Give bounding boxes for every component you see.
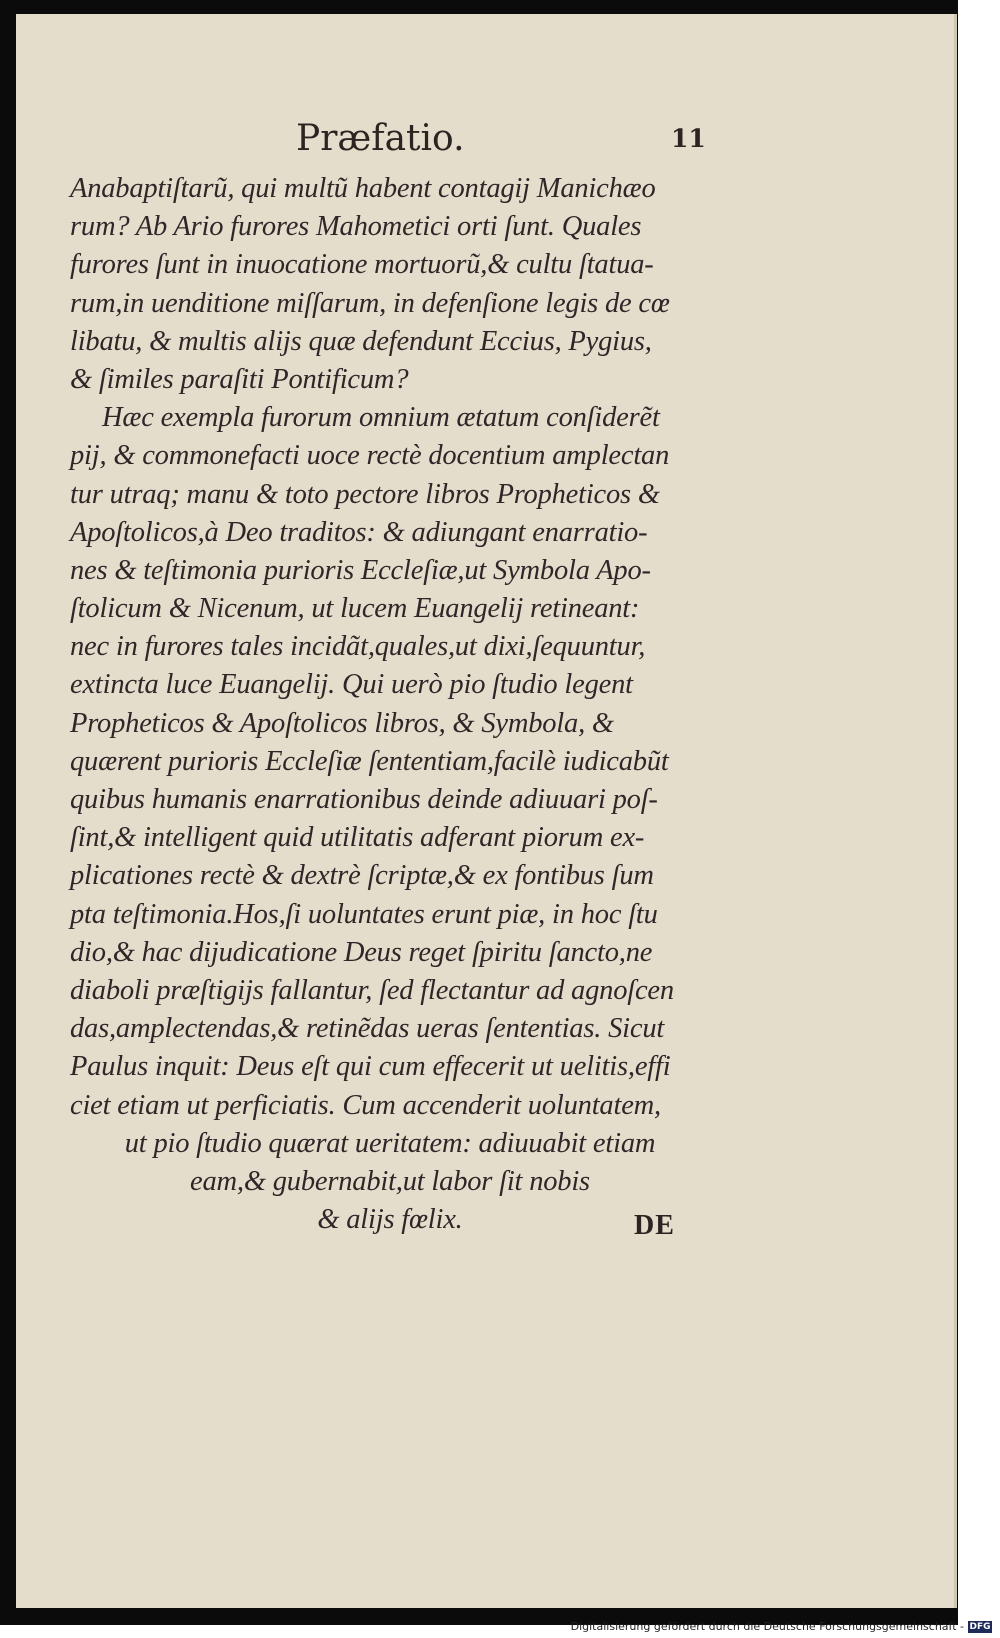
funding-credit: Digitalisierung gefördert durch die Deutsche Forschungsgemeinschaft -: [570, 1620, 964, 1633]
text-line: pij, & commonefacti uoce rectè docentium amplectan: [70, 440, 670, 472]
dfg-logo: DFG: [969, 1621, 991, 1632]
text-line: tur utraq; manu & toto pectore libros Propheticos &: [70, 478, 660, 510]
text-line: libatu, & multis alijs quæ defendunt Eccius, Pygius,: [70, 325, 652, 357]
page-header: [16, 118, 954, 166]
text-line: nec in furores tales incidãt,quales,ut dixi,ſequuntur,: [70, 631, 646, 663]
text-line: Paulus inquit: Deus eſt qui cum effecerit ut uelitis,effi: [70, 1051, 671, 1083]
text-line: furores ſunt in inuocatione mortuorũ,& cultu ſtatua-: [70, 249, 654, 281]
text-line: pta teſtimonia.Hos,ſi uoluntates erunt piæ, in hoc ſtu: [70, 898, 658, 930]
text-line: ſint,& intelligent quid utilitatis adferant piorum ex-: [70, 822, 645, 854]
page-number: 11: [671, 124, 706, 153]
text-line: Anabaptiſtarũ, qui multũ habent contagij Manichæo: [70, 173, 656, 204]
text-line: das,amplectendas,& retinẽdas ueras ſententias. Sicut: [70, 1013, 665, 1045]
body-text: [70, 170, 710, 1239]
text-line: eam,& gubernabit,ut labor ſit nobis: [190, 1165, 590, 1197]
text-line: diaboli præſtigijs fallantur, ſed flectantur ad agnoſcen: [70, 974, 674, 1006]
text-line: Hæc exempla furorum omnium ætatum conſiderẽt: [102, 402, 660, 434]
text-line: extincta luce Euangelij. Qui uerò pio ſtudio legent: [70, 669, 633, 701]
digitization-footer: [571, 1620, 992, 1633]
text-line: & ſimiles paraſiti Pontificum?: [70, 363, 409, 395]
text-line: ſtolicum & Nicenum, ut lucem Euangelij retineant:: [70, 593, 640, 625]
running-title: Præfatio.: [296, 118, 465, 159]
text-line: Apoſtolicos,à Deo traditos: & adiungant enarratio-: [70, 516, 648, 548]
text-line: dio,& hac dijudicatione Deus reget ſpiritu ſancto,ne: [70, 936, 653, 968]
text-line: Propheticos & Apoſtolicos libros, & Symbola, &: [70, 707, 614, 739]
text-line: nes & teſtimonia purioris Eccleſiæ,ut Symbola Apo-: [70, 554, 651, 586]
text-line: rum,in uenditione miſſarum, in defenſione legis de cœ: [70, 287, 670, 319]
book-page: [16, 14, 957, 1608]
text-line: quærent purioris Eccleſiæ ſententiam,facilè iudicabũt: [70, 745, 669, 777]
catchword: DE: [634, 1210, 675, 1241]
text-line: ut pio ſtudio quærat ueritatem: adiuuabit etiam: [124, 1127, 656, 1159]
text-line: rum? Ab Ario furores Mahometici orti ſunt. Quales: [70, 211, 642, 243]
text-line: ciet etiam ut perficiatis. Cum accenderit uoluntatem,: [70, 1089, 661, 1121]
text-line: quibus humanis enarrationibus deinde adiuuari poſ-: [70, 784, 658, 815]
text-line: plicationes rectè & dextrè ſcriptæ,& ex fontibus ſum: [70, 860, 654, 892]
text-line: & alijs fœlix.: [317, 1204, 463, 1236]
